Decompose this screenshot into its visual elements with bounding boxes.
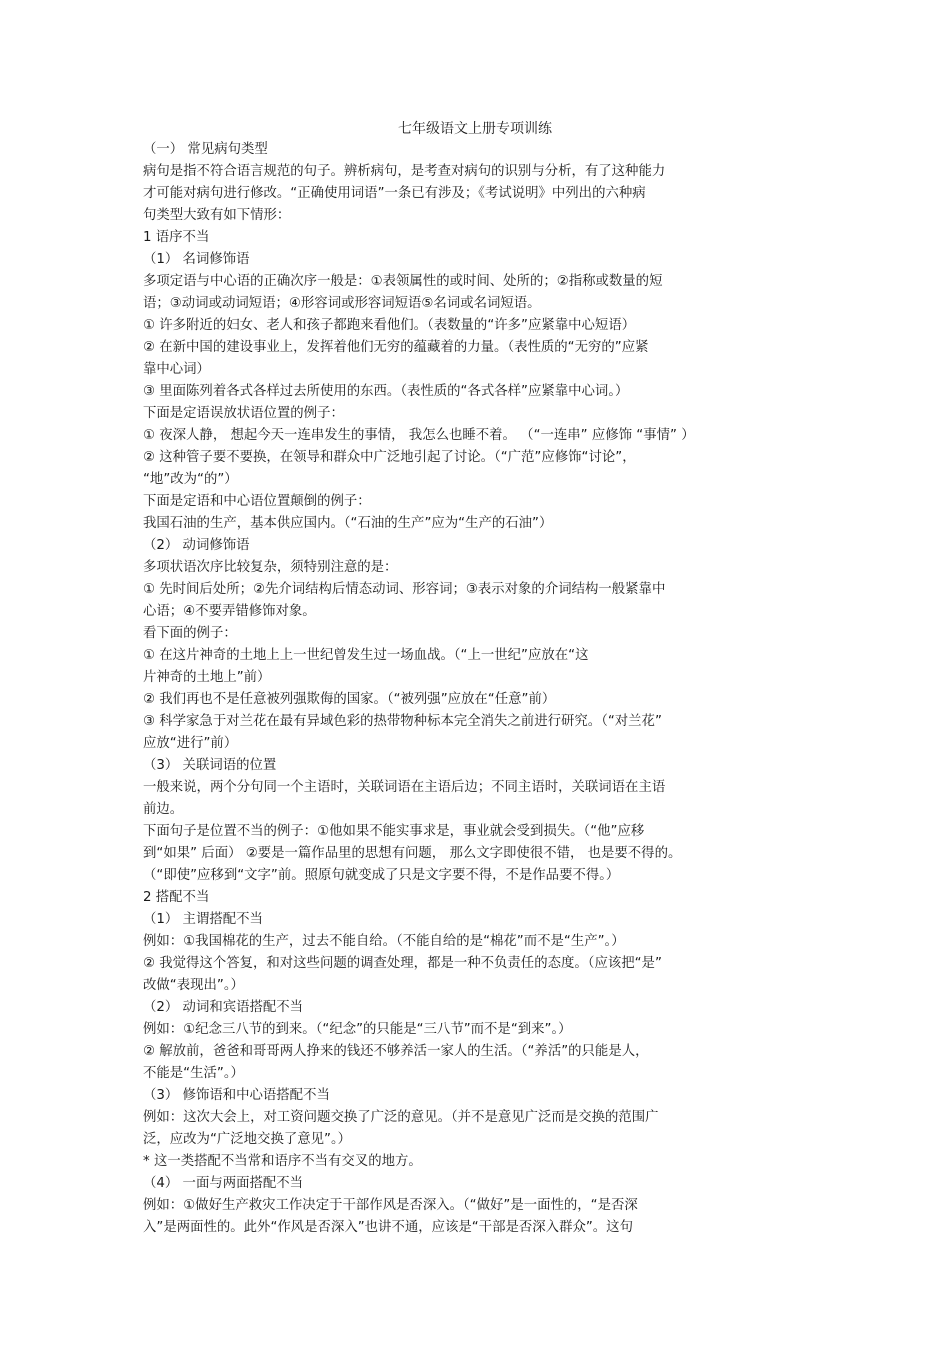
text-line: 靠中心词） [143,362,210,377]
text-line: ③ 里面陈列着各式各样过去所使用的东西。（表性质的“各式各样”应紧靠中心词。） [143,384,629,399]
text-line: 多项定语与中心语的正确次序一般是：①表领属性的或时间、处所的；②指称或数量的短 [143,274,663,289]
text-line: 句类型大致有如下情形： [143,208,291,223]
text-line: （2） 动词修饰语 [143,538,250,553]
text-line: 应放“进行”前） [143,736,238,751]
text-line: 一般来说，两个分句同一个主语时，关联词语在主语后边；不同主语时，关联词语在主语 [143,780,666,795]
document-body [143,139,783,1239]
text-line: 1 语序不当 [143,230,210,245]
text-line: 例如：①我国棉花的生产，过去不能自给。（不能自给的是“棉花”而不是“生产”。） [143,934,625,949]
document-title: 七年级语文上册专项训练 [398,121,552,137]
text-line: ② 我们再也不是任意被列强欺侮的国家。（“被列强”应放在“任意”前） [143,692,556,707]
text-line: 到“如果” 后面） ②要是一篇作品里的思想有问题， 那么文字即使很不错， 也是要不得的。 [143,846,682,861]
text-line: （2） 动词和宾语搭配不当 [143,1000,304,1015]
text-line: 我国石油的生产，基本供应国内。（“石油的生产”应为“生产的石油”） [143,516,553,531]
text-line: （1） 主谓搭配不当 [143,912,263,927]
text-line: 不能是“生活”。） [143,1066,244,1081]
text-line: ③ 科学家急于对兰花在最有异域色彩的热带物种标本完全消失之前进行研究。（“对兰花” [143,714,662,729]
text-line: （3） 关联词语的位置 [143,758,277,773]
text-line: 泛，应改为“广泛地交换了意见”。） [143,1132,352,1147]
text-line: ② 我觉得这个答复，和对这些问题的调查处理，都是一种不负责任的态度。（应该把“是” [143,956,662,971]
text-line: （1） 名词修饰语 [143,252,250,267]
text-line: ② 解放前，爸爸和哥哥两人挣来的钱还不够养活一家人的生活。（“养活”的只能是人， [143,1044,649,1059]
text-line: * 这一类搭配不当常和语序不当有交叉的地方。 [143,1154,422,1169]
text-line: 心语；④不要弄错修饰对象。 [143,604,316,619]
text-line: 改做“表现出”。） [143,978,244,993]
text-line: （一） 常见病句类型 [143,142,268,157]
text-line: 入”是两面性的。此外“作风是否深入”也讲不通，应该是“干部是否深入群众”。这句 [143,1220,633,1235]
text-line: 病句是指不符合语言规范的句子。辨析病句，是考查对病句的识别与分析，有了这种能力 [143,164,666,179]
text-line: 下面是定语误放状语位置的例子： [143,406,344,421]
text-line: 前边。 [143,802,184,817]
text-line: ① 在这片神奇的土地上上一世纪曾发生过一场血战。（“上一世纪”应放在“这 [143,648,589,663]
text-line: 看下面的例子： [143,626,237,641]
text-line: ① 许多附近的妇女、老人和孩子都跑来看他们。（表数量的“许多”应紧靠中心短语） [143,318,636,333]
text-line: 语；③动词或动词短语；④形容词或形容词短语⑤名词或名词短语。 [143,296,541,311]
text-line: 片神奇的土地上”前） [143,670,271,685]
text-line: “地”改为“的”） [143,472,238,487]
text-line: ① 夜深人静， 想起今天一连串发生的事情， 我怎么也睡不着。 （“一连串” 应修饰 “事情” ） [143,428,695,443]
text-line: 例如：①做好生产救灾工作决定于干部作风是否深入。（“做好”是一面性的，“是否深 [143,1198,638,1213]
text-line: 2 搭配不当 [143,890,210,905]
text-line: （3） 修饰语和中心语搭配不当 [143,1088,330,1103]
text-line: 才可能对病句进行修改。“正确使用词语”一条已有涉及；《考试说明》中列出的六种病 [143,186,646,201]
text-line: 例如：①纪念三八节的到来。（“纪念”的只能是“三八节”而不是“到来”。） [143,1022,572,1037]
text-line: ② 这种管子要不要换，在领导和群众中广泛地引起了讨论。（“广范”应修饰“讨论”， [143,450,636,465]
text-line: ① 先时间后处所；②先介词结构后情态动词、形容词；③表示对象的介词结构一般紧靠中 [143,582,666,597]
text-line: 例如：这次大会上，对工资问题交换了广泛的意见。（并不是意见广泛而是交换的范围广 [143,1110,659,1125]
text-line: （4） 一面与两面搭配不当 [143,1176,304,1191]
text-line: 下面句子是位置不当的例子：①他如果不能实事求是，事业就会受到损失。（“他”应移 [143,824,645,839]
text-line: （“即使”应移到“文字”前。照原句就变成了只是文字要不得，不是作品要不得。） [143,868,620,883]
text-line: 多项状语次序比较复杂，须特别注意的是： [143,560,398,575]
text-line: 下面是定语和中心语位置颠倒的例子： [143,494,371,509]
text-line: ② 在新中国的建设事业上，发挥着他们无穷的蕴藏着的力量。（表性质的“无穷的”应紧 [143,340,649,355]
